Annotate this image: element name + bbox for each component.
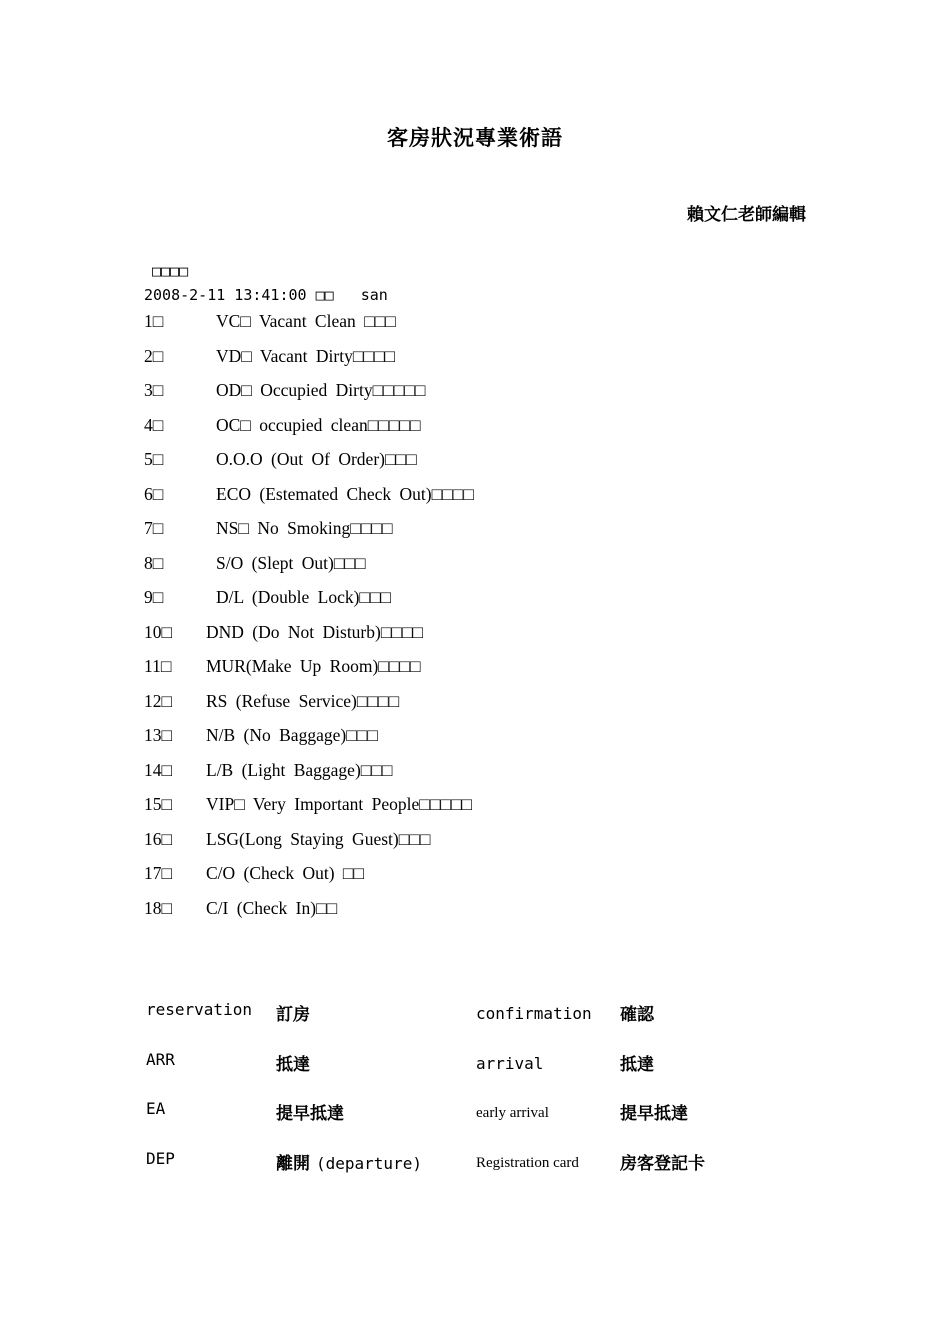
term-number: 9□ [144,587,164,607]
list-item [144,345,474,380]
term-number: 17□ [144,863,173,883]
vocab-chinese [276,1099,344,1124]
term-text: RS (Refuse Service)□□□□ [206,690,400,711]
vocab-chinese [276,1000,310,1025]
list-item [144,586,474,621]
term-text: ECO (Estemated Check Out)□□□□ [216,483,474,504]
term-text: O.O.O (Out Of Order)□□□ [216,449,417,469]
list-item [144,759,474,794]
term-number: 11□ [144,656,172,676]
term-text: L/B (Light Baggage)□□□ [206,759,393,780]
list-item [144,310,474,345]
vocab-chinese [276,1050,310,1075]
term-number: 4□ [144,414,164,435]
list-item [144,862,474,897]
list-item [144,414,474,449]
term-text: OC□ occupied clean□□□□□ [216,414,421,435]
terms-list [144,310,474,931]
term-text: OD□ Occupied Dirty□□□□□ [216,380,426,400]
meta-label: □□□□ [152,262,189,280]
list-item [144,483,474,518]
list-item [144,724,474,759]
term-number: 1□ [144,311,164,331]
vocab-chinese-extra: (departure) [316,1153,422,1173]
vocab-english: Registration card [476,1154,579,1171]
term-text: C/I (Check In)□□ [206,897,338,918]
term-number: 7□ [144,518,164,538]
term-text: C/O (Check Out) □□ [206,863,365,883]
list-item [144,448,474,483]
term-number: 3□ [144,380,164,400]
list-item [144,828,474,863]
term-number: 15□ [144,794,173,814]
term-text: N/B (No Baggage)□□□ [206,725,378,745]
vocab-english: reservation [146,1000,252,1019]
term-number: 6□ [144,483,164,504]
vocab-chinese: 房客登記卡 [620,1153,705,1174]
term-text: MUR(Make Up Room)□□□□ [206,656,421,676]
vocab-english: confirmation [476,1004,592,1023]
term-text: VC□ Vacant Clean □□□ [216,311,396,331]
term-number: 10□ [144,621,173,642]
term-text: LSG(Long Staying Guest)□□□ [206,828,431,849]
vocab-chinese-text: 離開 [276,1153,310,1174]
list-item [144,690,474,725]
vocab-chinese-text: 訂房 [276,1005,310,1025]
term-number: 8□ [144,552,164,573]
vocab-english: ARR [146,1049,175,1069]
term-number: 14□ [144,759,173,780]
vocab-chinese-text: 提早抵達 [276,1104,344,1124]
term-number: 5□ [144,449,164,469]
vocab-chinese: 提早抵達 [620,1104,688,1124]
list-item [144,655,474,690]
vocabulary-table [146,1000,766,1198]
table-row [146,1149,766,1199]
term-text: VIP□ Very Important People□□□□□ [206,794,473,814]
table-row [146,1000,766,1050]
term-text: DND (Do Not Disturb)□□□□ [206,621,424,642]
document-title: 客房狀況專業術語 [387,126,563,150]
table-row [146,1050,766,1100]
list-item [144,517,474,552]
list-item [144,621,474,656]
vocab-chinese: 抵達 [620,1054,654,1075]
list-item [144,552,474,587]
vocab-english: DEP [146,1148,175,1168]
term-number: 12□ [144,690,173,711]
vocab-english: early arrival [476,1105,549,1121]
term-number: 13□ [144,725,173,745]
meta-timestamp: 2008-2-11 13:41:00 □□ san [144,286,388,304]
term-text: D/L (Double Lock)□□□ [216,587,392,607]
vocab-chinese: 確認 [620,1005,654,1025]
term-text: NS□ No Smoking□□□□ [216,518,393,538]
vocab-english: arrival [476,1053,544,1073]
vocab-chinese [276,1149,422,1174]
term-number: 18□ [144,897,173,918]
vocab-chinese-text: 抵達 [276,1054,310,1075]
table-row [146,1099,766,1149]
term-number: 16□ [144,828,173,849]
list-item [144,379,474,414]
document-author: 賴文仁老師編輯 [687,205,806,225]
term-number: 2□ [144,345,164,366]
term-text: VD□ Vacant Dirty□□□□ [216,345,396,366]
term-text: S/O (Slept Out)□□□ [216,552,366,573]
vocab-english: EA [146,1099,166,1118]
list-item [144,897,474,932]
list-item [144,793,474,828]
